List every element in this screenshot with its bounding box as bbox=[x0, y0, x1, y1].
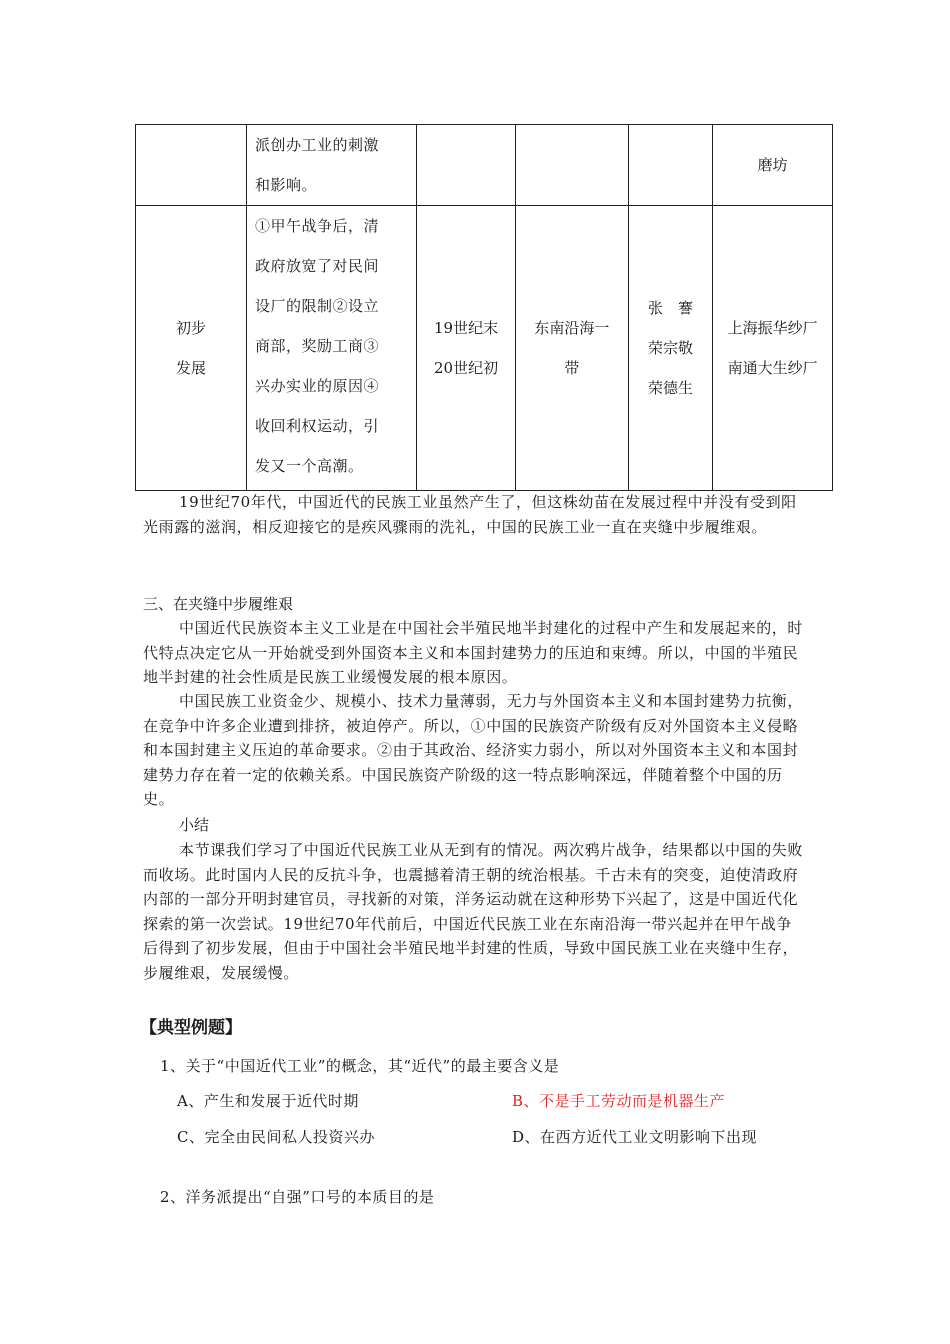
option-c: C、完全由民间私人投资兴办 bbox=[177, 1128, 375, 1146]
option-d: D、在西方近代工业文明影响下出现 bbox=[512, 1128, 758, 1146]
table-cell-stage bbox=[136, 206, 247, 491]
table-cell-founders bbox=[628, 125, 712, 206]
cell-line: 南通大生纱厂 bbox=[727, 359, 818, 377]
table-cell-time bbox=[417, 206, 516, 491]
option-a: A、产生和发展于近代时期 bbox=[177, 1092, 359, 1110]
body-paragraph: 中国近代民族资本主义工业是在中国社会半殖民地半封建化的过程中产生和发展起来的，时代特点决定它从一开始就受到外国资本主义和本国封建势力的压迫和束缚。所以，中国的半殖民地半封建的社会性质是民族工业缓慢发展的根本原因。 bbox=[143, 619, 804, 686]
industry-development-table bbox=[135, 124, 833, 491]
cell-line: 政府放宽了对民间 bbox=[255, 257, 380, 275]
table-cell-enterprises: 磨坊 bbox=[713, 125, 833, 206]
cell-line: 派创办工业的刺激 bbox=[255, 136, 380, 154]
section-heading: 三、在夹缝中步履维艰 bbox=[143, 595, 294, 613]
cell-line: 19世纪末 bbox=[434, 319, 499, 337]
table-cell-enterprises bbox=[713, 206, 833, 491]
cell-line: 设厂的限制②设立 bbox=[255, 297, 380, 315]
cell-line: 和影响。 bbox=[255, 176, 318, 194]
table-cell-reason bbox=[247, 125, 417, 206]
summary-heading: 小结 bbox=[179, 816, 210, 834]
cell-line: 发展 bbox=[176, 359, 207, 377]
cell-line: 商部，奖励工商③ bbox=[255, 337, 380, 355]
cell-line: 兴办实业的原因④ bbox=[255, 377, 380, 395]
table-cell-region bbox=[515, 206, 628, 491]
cell-line: 带 bbox=[564, 359, 580, 377]
table-cell-time bbox=[417, 125, 516, 206]
question-stem: 1、关于“中国近代工业”的概念，其“近代”的最主要含义是 bbox=[160, 1057, 560, 1075]
cell-line: 20世纪初 bbox=[434, 359, 499, 377]
cell-line: 收回利权运动，引 bbox=[255, 417, 380, 435]
cell-line: 发又一个高潮。 bbox=[255, 457, 364, 475]
cell-line: ①甲午战争后，清 bbox=[255, 217, 380, 235]
cell-line: 张 謇 bbox=[647, 299, 693, 317]
cell-line: 东南沿海一 bbox=[534, 319, 610, 337]
table-cell-founders bbox=[628, 206, 712, 491]
examples-heading: 【典型例题】 bbox=[140, 1018, 242, 1038]
table-cell-stage bbox=[136, 125, 247, 206]
table-cell-reason bbox=[247, 206, 417, 491]
option-b-answer: B、不是手工劳动而是机器生产 bbox=[512, 1092, 726, 1110]
table-row bbox=[136, 206, 833, 491]
question-stem: 2、洋务派提出“自强”口号的本质目的是 bbox=[160, 1188, 435, 1206]
intro-paragraph: 19世纪70年代，中国近代的民族工业虽然产生了，但这株幼苗在发展过程中并没有受到阳光雨露的滋润，相反迎接它的是疾风骤雨的洗礼，中国的民族工业一直在夹缝中步履维艰。 bbox=[143, 493, 797, 536]
cell-line: 荣德生 bbox=[647, 379, 693, 397]
table-row bbox=[136, 125, 833, 206]
body-paragraph: 中国民族工业资金少、规模小、技术力量薄弱，无力与外国资本主义和本国封建势力抗衡，在竞争中许多企业遭到排挤，被迫停产。所以，①中国的民族资产阶级有反对外国资本主义侵略和本国封建主义压迫的革命要求。②由于其政治、经济实力弱小，所以对外国资本主义和本国封建势力存在着一定的依赖关系。中国民族资产阶级的这一特点影响深远，伴随着整个中国的历史。 bbox=[143, 692, 804, 808]
cell-line: 上海振华纱厂 bbox=[727, 319, 818, 337]
table-cell-region bbox=[515, 125, 628, 206]
cell-line: 荣宗敬 bbox=[647, 339, 693, 357]
cell-line: 初步 bbox=[176, 319, 207, 337]
summary-paragraph: 本节课我们学习了中国近代民族工业从无到有的情况。两次鸦片战争，结果都以中国的失败而收场。此时国内人民的反抗斗争，也震撼着清王朝的统治根基。千古未有的突变，迫使清政府内部的一部分开明封建官员，寻找新的对策，洋务运动就在这种形势下兴起了，这是中国近代化探索的第一次尝试。19世纪70年代前后，中国近代民族工业在东南沿海一带兴起并在甲午战争后得到了初步发展，但由于中国社会半殖民地半封建的性质，导致中国民族工业在夹缝中生存，步履维艰，发展缓慢。 bbox=[143, 841, 804, 982]
